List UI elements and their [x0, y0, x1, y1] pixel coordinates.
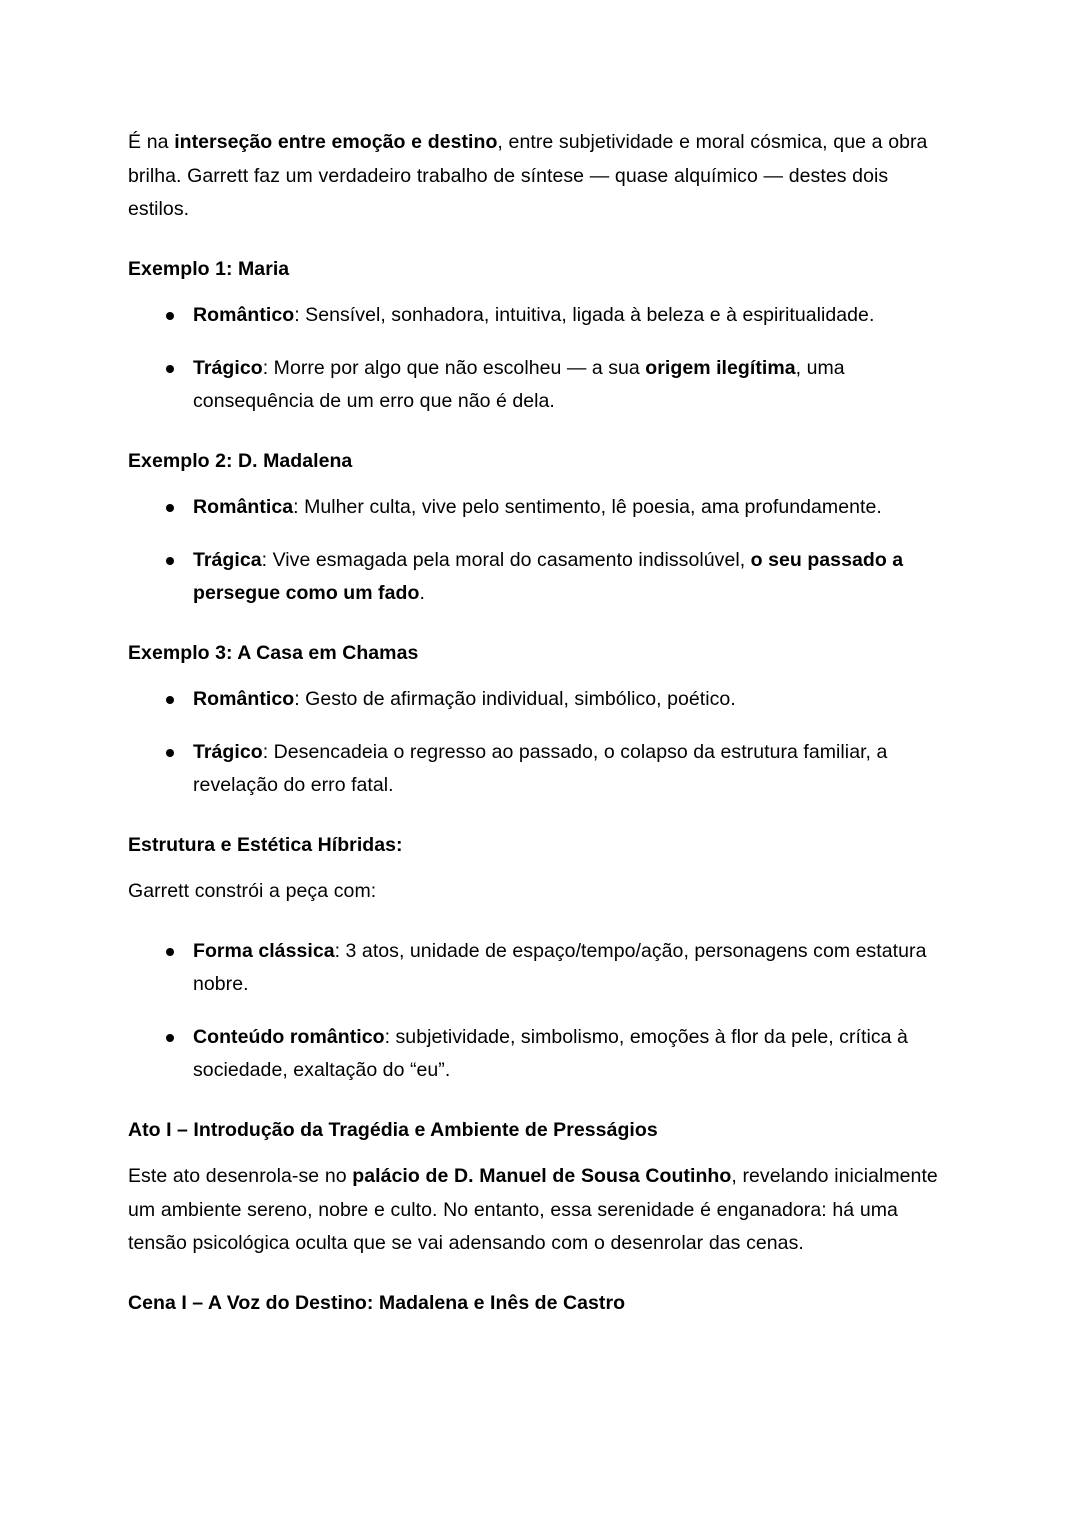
body-text: : Sensível, sonhadora, intuitiva, ligada à beleza e à espiritualidade.: [294, 304, 875, 326]
list-item-forma-classica: [128, 935, 952, 1002]
emphasis-text: interseção entre emoção e destino: [174, 131, 498, 153]
emphasis-text: Romântico: [193, 688, 295, 710]
body-text: : Gesto de afirmação individual, simbólico, poético.: [294, 688, 736, 710]
block-spacer: [128, 286, 952, 299]
heading-exemplo-2: Exemplo 2: D. Madalena: [128, 449, 353, 472]
emphasis-text: Forma clássica: [193, 939, 335, 962]
block-spacer: [128, 670, 952, 683]
block-spacer: [128, 1147, 952, 1160]
list-item-tragico-maria: [128, 352, 952, 419]
list-exemplo-1: [128, 299, 952, 419]
body-text: : Vive esmagada pela moral do casamento indissolúvel,: [261, 548, 751, 571]
body-text: : 3 atos, unidade de espaço/tempo/ação, personagens com estatura nobre.: [193, 939, 927, 995]
intro-paragraph: [128, 126, 952, 227]
body-text: : Desencadeia o regresso ao passado, o colapso da estrutura familiar, a revelação do erro fatal.: [193, 740, 888, 796]
document-body: [128, 126, 952, 1320]
emphasis-text: Trágica: [193, 548, 262, 571]
block-spacer: [128, 478, 952, 491]
body-text: É na: [128, 131, 175, 153]
body-text: , revelando inicialmente um ambiente sereno, nobre e culto. No entanto, essa serenidade é enganadora: há uma tensão psicológica oculta que se vai adensando com o desenrolar das cenas.: [128, 1165, 938, 1254]
paragraph-garrett-constroi: [128, 875, 952, 909]
emphasis-text: Romântico: [193, 304, 295, 326]
heading-exemplo-3: Exemplo 3: A Casa em Chamas: [128, 641, 419, 664]
list-exemplo-3: [128, 683, 952, 803]
emphasis-text: palácio de D. Manuel de Sousa Coutinho: [352, 1165, 732, 1187]
paragraph-ato-1-descricao: [128, 1160, 952, 1261]
body-text: Este ato desenrola-se no: [128, 1165, 353, 1187]
heading-exemplo-1: Exemplo 1: Maria: [128, 257, 290, 280]
list-item-conteudo-romantico: [128, 1021, 952, 1088]
emphasis-text: origem ilegítima: [645, 356, 796, 379]
body-text: : Mulher culta, vive pelo sentimento, lê poesia, ama profundamente.: [293, 496, 882, 518]
emphasis-text: Conteúdo romântico: [193, 1025, 385, 1048]
list-item-romantica-madalena: [128, 491, 952, 525]
block-spacer: [128, 862, 952, 875]
list-item-romantico-maria: [128, 299, 952, 333]
heading-estrutura-estetica: Estrutura e Estética Híbridas:: [128, 833, 403, 856]
list-item-romantico-casa: [128, 683, 952, 717]
emphasis-text: Romântica: [193, 496, 294, 518]
list-item-tragico-casa: [128, 736, 952, 803]
heading-cena-1: Cena I – A Voz do Destino: Madalena e Inês de Castro: [128, 1291, 626, 1314]
heading-ato-1: Ato I – Introdução da Tragédia e Ambiente de Presságios: [128, 1118, 658, 1141]
block-spacer: [128, 419, 952, 445]
body-text: Garrett constrói a peça com:: [128, 880, 377, 902]
emphasis-text: o seu passado a persegue como um fado: [193, 548, 904, 604]
list-exemplo-2: [128, 491, 952, 611]
body-text: .: [419, 582, 425, 604]
block-spacer: [128, 611, 952, 637]
block-spacer: [128, 227, 952, 253]
block-spacer: [128, 909, 952, 935]
emphasis-text: Trágico: [193, 740, 263, 763]
block-spacer: [128, 1088, 952, 1114]
list-estrutura: [128, 935, 952, 1088]
body-text: , entre subjetividade e moral cósmica, que a obra brilha. Garrett faz um verdadeiro trabalho de síntese — quase alquímico — destes dois estilos.: [128, 131, 928, 220]
block-spacer: [128, 803, 952, 829]
list-item-tragica-madalena: [128, 544, 952, 611]
body-text: : Morre por algo que não escolheu — a sua: [262, 356, 646, 379]
body-text: : subjetividade, simbolismo, emoções à flor da pele, crítica à sociedade, exaltação do “eu”.: [193, 1025, 908, 1081]
body-text: , uma consequência de um erro que não é dela.: [193, 356, 845, 412]
block-spacer: [128, 1261, 952, 1287]
emphasis-text: Trágico: [193, 356, 263, 379]
